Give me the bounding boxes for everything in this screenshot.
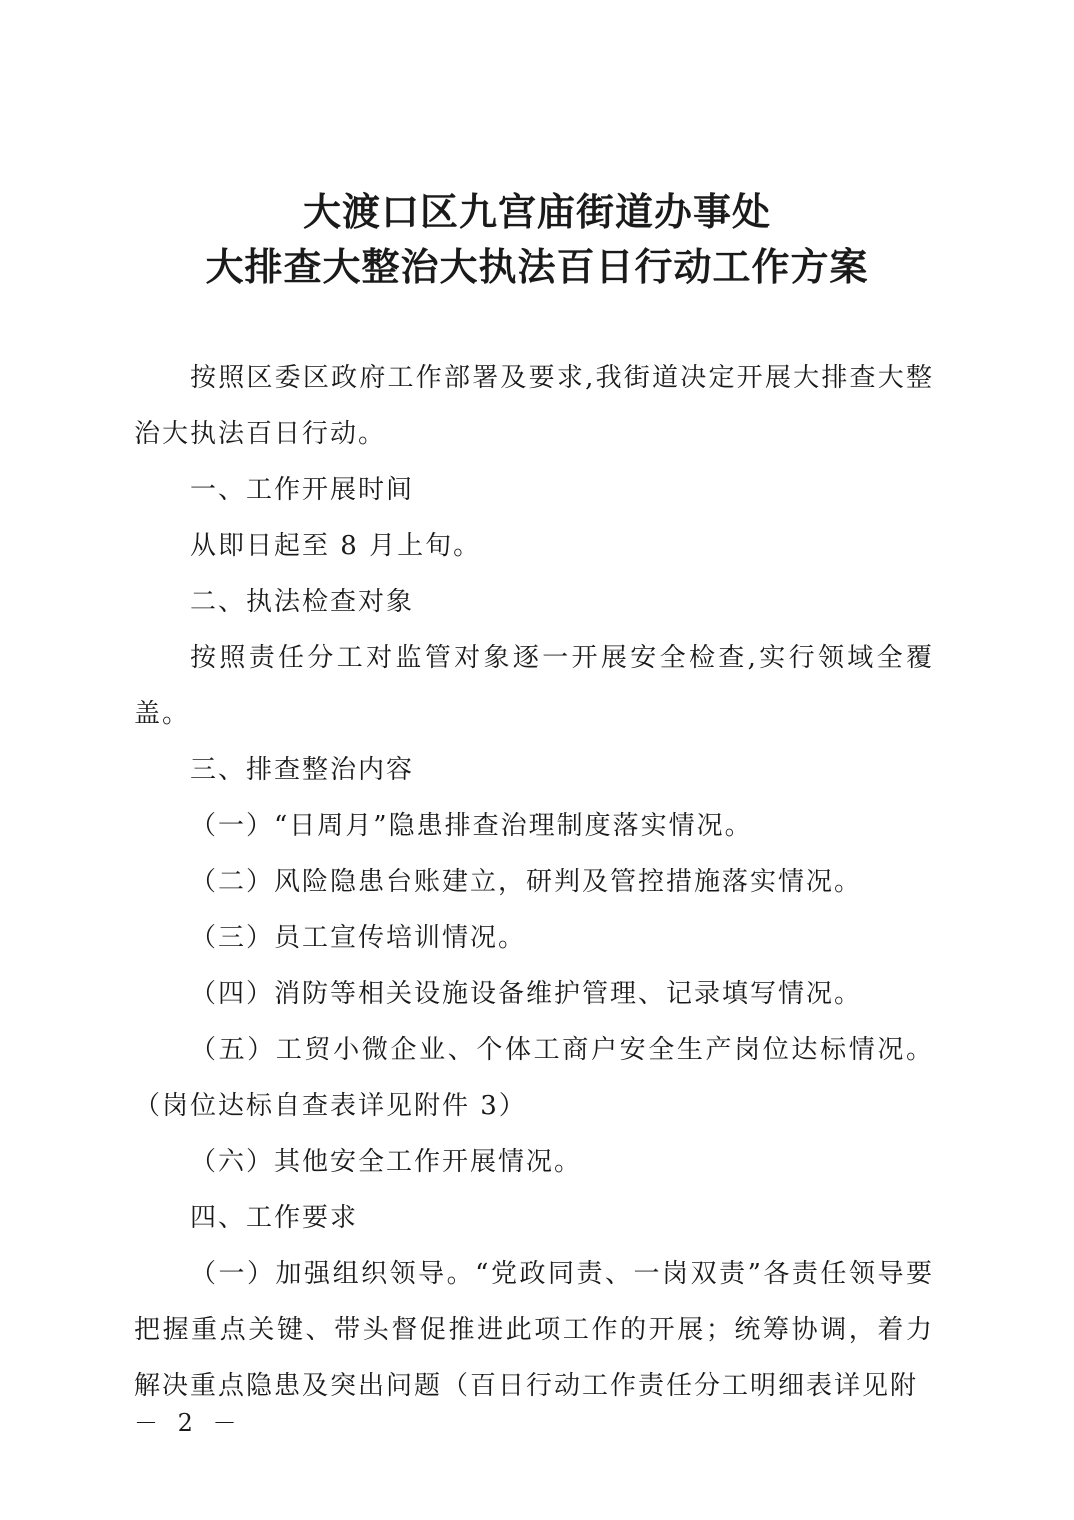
document-title-line1: 大渡口区九宫庙街道办事处: [302, 189, 771, 234]
section2-text: 按照责任分工对监管对象逐一开展安全检查,实行领域全覆盖。: [134, 643, 934, 729]
document-body: [134, 350, 934, 1414]
section3-item-3: （三）员工宣传培训情况。: [190, 923, 527, 953]
document-title-line2: 大排查大整治大执法百日行动工作方案: [205, 244, 869, 289]
section1-heading: 一、工作开展时间: [190, 475, 415, 505]
section3-item-2: （二）风险隐患台账建立，研判及管控措施落实情况。: [190, 867, 863, 897]
section3-item-6: （六）其他安全工作开展情况。: [190, 1147, 583, 1177]
section1-text: 从即日起至 8 月上旬。: [190, 531, 482, 561]
page-number: － 2 －: [134, 1409, 243, 1437]
section3-item-5: （五）工贸小微企业、个体工商户安全生产岗位达标情况。（岗位达标自查表详见附件 3）: [134, 1035, 934, 1121]
section4-heading: 四、工作要求: [190, 1203, 359, 1233]
section4-item-1-lead: （一）加强组织领导。: [190, 1259, 476, 1289]
section3-item-1: （一）“日周月”隐患排查治理制度落实情况。: [190, 811, 753, 841]
section2-heading: 二、执法检查对象: [190, 587, 415, 617]
section3-item-4: （四）消防等相关设施设备维护管理、记录填写情况。: [190, 979, 863, 1009]
intro-paragraph: 按照区委区政府工作部署及要求,我街道决定开展大排查大整治大执法百日行动。: [134, 363, 934, 449]
section4-item-1: [134, 1246, 934, 1414]
section4-item-1-text: “党政同责、一岗双责”各责任领导要把握重点关键、带头督促推进此项工作的开展；统筹协调，着力解决重点隐患及突出问题（百日行动工作责任分工明细表详见附: [134, 1259, 934, 1401]
section3-heading: 三、排查整治内容: [190, 755, 415, 785]
